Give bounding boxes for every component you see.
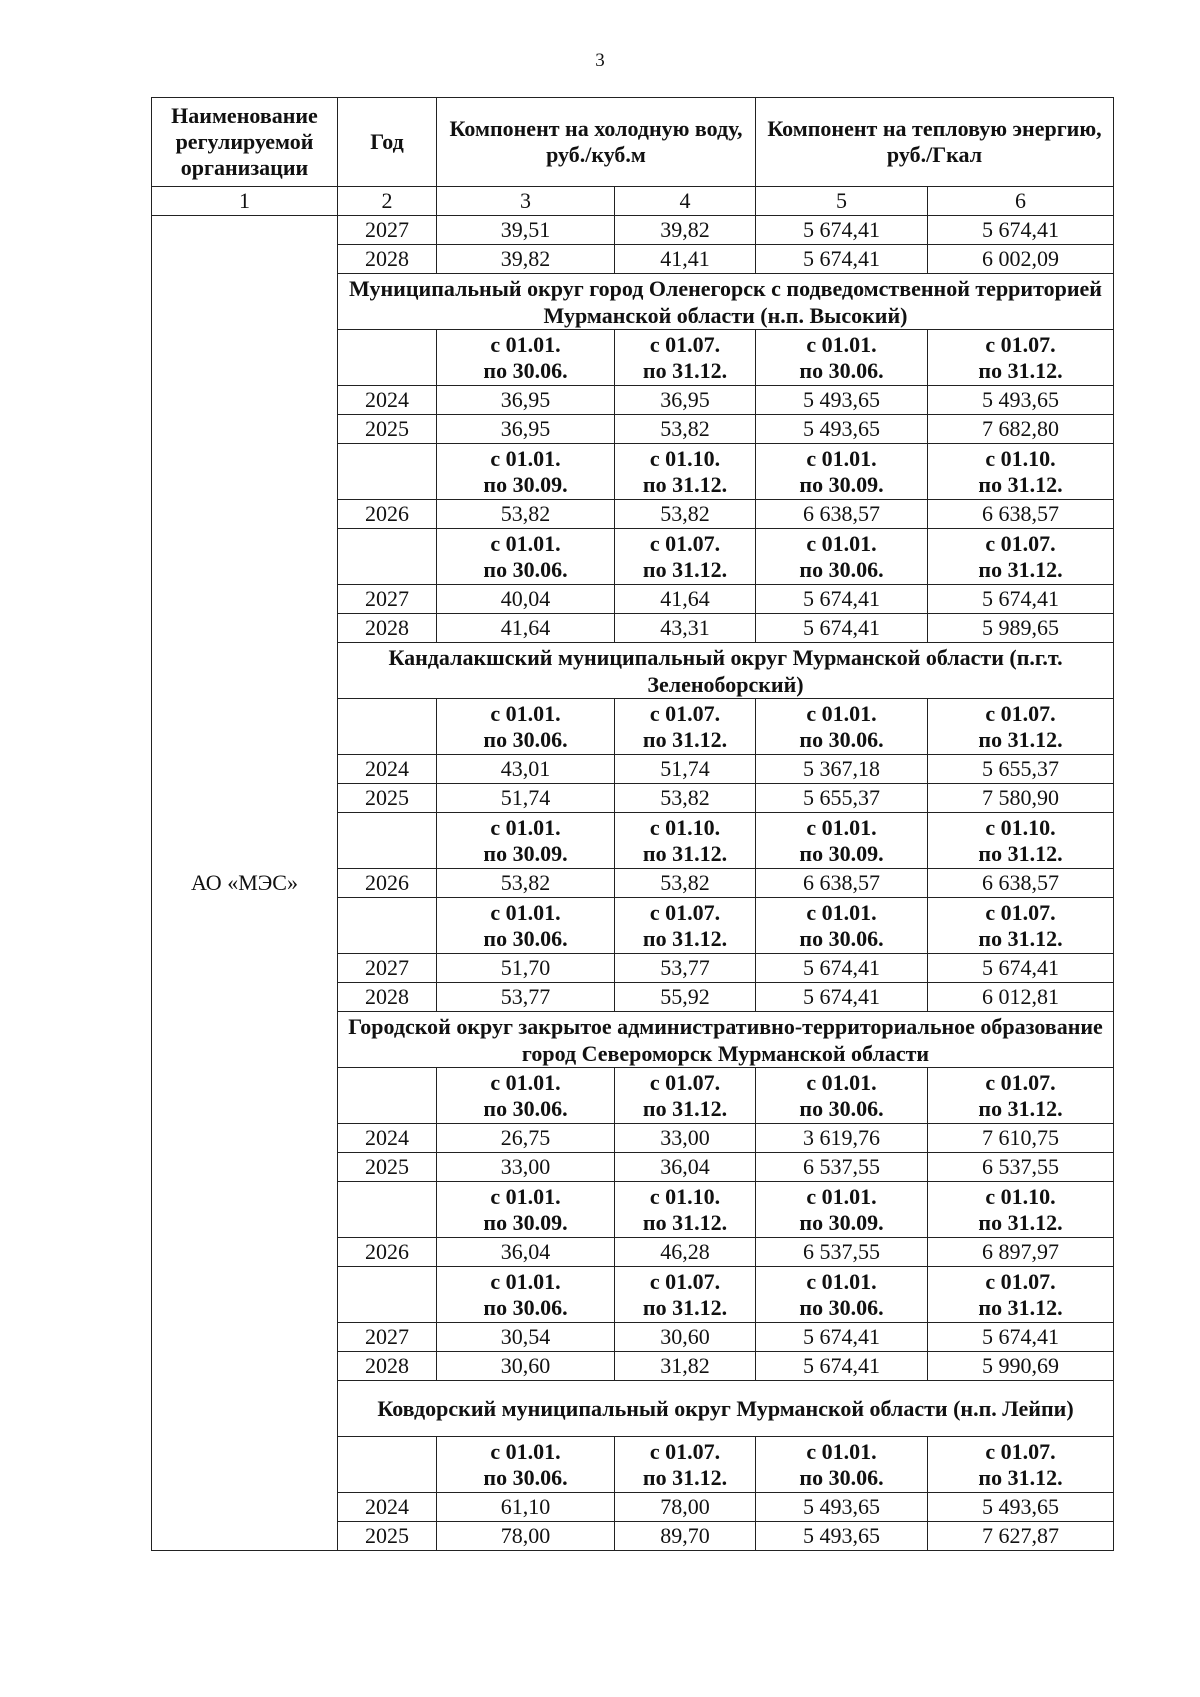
period-cell — [437, 529, 615, 585]
period-cell — [437, 330, 615, 386]
period-start: с 01.07. — [649, 700, 721, 726]
period-cell — [756, 699, 928, 755]
period-year-blank — [338, 699, 437, 755]
period-end: по 31.12. — [642, 1095, 728, 1121]
period-start: с 01.10. — [985, 814, 1056, 840]
tariff-cell: 5 674,41 — [928, 954, 1114, 983]
period-cell — [756, 444, 928, 500]
period-cell — [437, 1437, 615, 1493]
period-cell — [756, 1068, 928, 1124]
tariff-cell: 33,00 — [437, 1153, 615, 1182]
column-number: 3 — [437, 187, 615, 216]
period-cell — [756, 529, 928, 585]
tariff-cell: 41,64 — [615, 585, 756, 614]
period-end: по 31.12. — [978, 925, 1063, 951]
tariff-cell: 31,82 — [615, 1352, 756, 1381]
period-cell — [615, 813, 756, 869]
period-cell — [928, 529, 1114, 585]
period-end: по 31.12. — [642, 357, 728, 383]
period-start: с 01.01. — [806, 1268, 877, 1294]
tariff-cell: 5 674,41 — [756, 216, 928, 245]
tariff-cell: 39,82 — [615, 216, 756, 245]
period-end: по 31.12. — [978, 1294, 1063, 1320]
header-cold-water: Компонент на холодную воду, руб./куб.м — [437, 98, 756, 187]
period-end: по 30.06. — [483, 1095, 568, 1121]
column-number: 6 — [928, 187, 1114, 216]
tariff-cell: 78,00 — [615, 1493, 756, 1522]
period-end: по 30.06. — [483, 1294, 568, 1320]
tariff-cell: 5 674,41 — [756, 614, 928, 643]
tariff-cell: 5 674,41 — [928, 1323, 1114, 1352]
tariff-cell: 46,28 — [615, 1238, 756, 1267]
period-end: по 30.06. — [799, 556, 884, 582]
period-start: с 01.10. — [649, 445, 721, 471]
period-start: с 01.07. — [649, 331, 721, 357]
period-start: с 01.10. — [985, 445, 1056, 471]
period-end: по 31.12. — [642, 726, 728, 752]
year-cell: 2028 — [338, 1352, 437, 1381]
column-number: 4 — [615, 187, 756, 216]
period-end: по 30.09. — [799, 840, 884, 866]
tariff-cell: 40,04 — [437, 585, 615, 614]
column-number: 1 — [152, 187, 338, 216]
period-start: с 01.01. — [490, 814, 561, 840]
header-row — [152, 98, 1114, 187]
year-cell: 2027 — [338, 216, 437, 245]
tariff-cell: 53,77 — [615, 954, 756, 983]
tariff-cell: 5 655,37 — [928, 755, 1114, 784]
tariff-cell: 5 493,65 — [756, 386, 928, 415]
period-cell — [437, 444, 615, 500]
tariff-cell: 53,82 — [437, 500, 615, 529]
tariff-cell: 89,70 — [615, 1522, 756, 1551]
year-cell: 2027 — [338, 585, 437, 614]
tariff-cell: 5 493,65 — [756, 1522, 928, 1551]
tariff-cell: 6 897,97 — [928, 1238, 1114, 1267]
tariff-cell: 5 674,41 — [928, 585, 1114, 614]
period-start: с 01.07. — [985, 1268, 1056, 1294]
period-cell — [756, 898, 928, 954]
tariff-cell: 5 674,41 — [756, 1352, 928, 1381]
period-cell — [928, 330, 1114, 386]
period-start: с 01.01. — [806, 1438, 877, 1464]
tariff-cell: 3 619,76 — [756, 1124, 928, 1153]
period-start: с 01.01. — [806, 445, 877, 471]
tariff-cell: 33,00 — [615, 1124, 756, 1153]
year-cell: 2027 — [338, 1323, 437, 1352]
tariff-cell: 43,31 — [615, 614, 756, 643]
tariff-cell: 5 674,41 — [928, 216, 1114, 245]
table-row — [152, 216, 1114, 245]
period-start: с 01.01. — [806, 331, 877, 357]
period-end: по 31.12. — [642, 556, 728, 582]
period-cell — [756, 813, 928, 869]
period-start: с 01.07. — [985, 700, 1056, 726]
tariff-cell: 5 493,65 — [756, 1493, 928, 1522]
period-start: с 01.01. — [490, 700, 561, 726]
period-year-blank — [338, 330, 437, 386]
tariff-cell: 6 638,57 — [928, 500, 1114, 529]
period-end: по 30.09. — [483, 471, 568, 497]
tariff-cell: 36,95 — [437, 415, 615, 444]
tariff-cell: 5 674,41 — [756, 954, 928, 983]
tariff-cell: 5 655,37 — [756, 784, 928, 813]
period-cell — [928, 699, 1114, 755]
tariff-cell: 5 990,69 — [928, 1352, 1114, 1381]
period-cell — [756, 1437, 928, 1493]
period-end: по 30.06. — [799, 726, 884, 752]
year-cell: 2026 — [338, 1238, 437, 1267]
tariff-cell: 39,82 — [437, 245, 615, 274]
period-start: с 01.01. — [490, 1438, 561, 1464]
period-start: с 01.01. — [806, 899, 877, 925]
tariff-cell: 26,75 — [437, 1124, 615, 1153]
tariff-cell: 5 674,41 — [756, 1323, 928, 1352]
period-end: по 30.06. — [483, 1464, 568, 1490]
tariff-cell: 43,01 — [437, 755, 615, 784]
tariff-table — [151, 97, 1114, 1551]
period-cell — [615, 1182, 756, 1238]
municipality-heading: Кандалакшский муниципальный округ Мурманской области (п.г.т. Зеленоборский) — [338, 643, 1114, 699]
period-cell — [928, 898, 1114, 954]
period-end: по 31.12. — [642, 840, 728, 866]
tariff-cell: 6 638,57 — [756, 500, 928, 529]
period-cell — [928, 1437, 1114, 1493]
column-number: 2 — [338, 187, 437, 216]
period-cell — [928, 1267, 1114, 1323]
period-cell — [928, 1068, 1114, 1124]
period-end: по 30.06. — [799, 1464, 884, 1490]
period-end: по 31.12. — [642, 1294, 728, 1320]
period-cell — [756, 330, 928, 386]
column-numbers-row — [152, 187, 1114, 216]
period-end: по 30.06. — [799, 925, 884, 951]
period-start: с 01.01. — [806, 530, 877, 556]
tariff-cell: 5 493,65 — [928, 386, 1114, 415]
tariff-cell: 6 537,55 — [928, 1153, 1114, 1182]
period-end: по 30.09. — [483, 1209, 568, 1235]
year-cell: 2024 — [338, 755, 437, 784]
period-end: по 30.06. — [483, 357, 568, 383]
period-start: с 01.10. — [649, 1183, 721, 1209]
table-body — [152, 216, 1114, 1551]
tariff-cell: 6 537,55 — [756, 1153, 928, 1182]
period-cell — [615, 330, 756, 386]
period-start: с 01.10. — [649, 814, 721, 840]
period-cell — [928, 1182, 1114, 1238]
tariff-cell: 53,82 — [615, 784, 756, 813]
year-cell: 2025 — [338, 1153, 437, 1182]
period-end: по 30.06. — [483, 556, 568, 582]
tariff-cell: 6 012,81 — [928, 983, 1114, 1012]
period-end: по 31.12. — [978, 1095, 1063, 1121]
period-end: по 31.12. — [642, 471, 728, 497]
tariff-cell: 36,04 — [437, 1238, 615, 1267]
tariff-cell: 7 610,75 — [928, 1124, 1114, 1153]
period-cell — [437, 813, 615, 869]
tariff-cell: 36,95 — [437, 386, 615, 415]
period-cell — [615, 898, 756, 954]
tariff-cell: 5 989,65 — [928, 614, 1114, 643]
period-cell — [437, 1068, 615, 1124]
tariff-cell: 5 674,41 — [756, 585, 928, 614]
year-cell: 2026 — [338, 869, 437, 898]
period-start: с 01.01. — [490, 331, 561, 357]
period-start: с 01.01. — [806, 1069, 877, 1095]
page-number: 3 — [595, 50, 605, 71]
period-start: с 01.01. — [806, 700, 877, 726]
tariff-cell: 6 638,57 — [756, 869, 928, 898]
period-end: по 30.09. — [483, 840, 568, 866]
tariff-cell: 7 682,80 — [928, 415, 1114, 444]
period-end: по 30.06. — [799, 1294, 884, 1320]
period-cell — [437, 1182, 615, 1238]
period-start: с 01.01. — [490, 1268, 561, 1294]
tariff-cell: 7 580,90 — [928, 784, 1114, 813]
period-year-blank — [338, 813, 437, 869]
municipality-heading: Муниципальный округ город Оленегорск с подведомственной территорией Мурманской области (н.п. Высокий) — [338, 274, 1114, 330]
period-end: по 31.12. — [978, 471, 1063, 497]
period-cell — [615, 1267, 756, 1323]
tariff-cell: 6 537,55 — [756, 1238, 928, 1267]
period-end: по 31.12. — [978, 840, 1063, 866]
year-cell: 2024 — [338, 1124, 437, 1153]
year-cell: 2028 — [338, 245, 437, 274]
tariff-cell: 6 638,57 — [928, 869, 1114, 898]
period-cell — [437, 699, 615, 755]
period-cell — [437, 1267, 615, 1323]
period-end: по 30.06. — [483, 726, 568, 752]
tariff-cell: 30,60 — [615, 1323, 756, 1352]
period-cell — [615, 1068, 756, 1124]
period-end: по 31.12. — [978, 726, 1063, 752]
year-cell: 2024 — [338, 386, 437, 415]
period-start: с 01.07. — [985, 331, 1056, 357]
period-year-blank — [338, 444, 437, 500]
period-start: с 01.01. — [490, 899, 561, 925]
tariff-cell: 36,95 — [615, 386, 756, 415]
period-year-blank — [338, 1068, 437, 1124]
tariff-cell: 7 627,87 — [928, 1522, 1114, 1551]
period-cell — [756, 1267, 928, 1323]
municipality-heading: Ковдорский муниципальный округ Мурманской области (н.п. Лейпи) — [338, 1381, 1114, 1437]
period-end: по 31.12. — [978, 1209, 1063, 1235]
header-year: Год — [338, 98, 437, 187]
period-end: по 30.09. — [799, 1209, 884, 1235]
period-start: с 01.07. — [649, 1438, 721, 1464]
period-start: с 01.07. — [649, 1268, 721, 1294]
year-cell: 2025 — [338, 415, 437, 444]
year-cell: 2026 — [338, 500, 437, 529]
period-cell — [437, 898, 615, 954]
period-cell — [928, 813, 1114, 869]
period-year-blank — [338, 1182, 437, 1238]
tariff-cell: 5 674,41 — [756, 245, 928, 274]
tariff-cell: 30,60 — [437, 1352, 615, 1381]
tariff-cell: 53,82 — [437, 869, 615, 898]
tariff-cell: 5 493,65 — [756, 415, 928, 444]
period-end: по 30.06. — [799, 357, 884, 383]
period-year-blank — [338, 1267, 437, 1323]
year-cell: 2024 — [338, 1493, 437, 1522]
period-start: с 01.10. — [985, 1183, 1056, 1209]
period-start: с 01.07. — [649, 530, 721, 556]
header-org-name: Наименование регулируемой организации — [152, 98, 338, 187]
tariff-cell: 51,70 — [437, 954, 615, 983]
period-end: по 30.09. — [799, 471, 884, 497]
period-year-blank — [338, 1437, 437, 1493]
tariff-cell: 5 367,18 — [756, 755, 928, 784]
period-start: с 01.01. — [490, 1183, 561, 1209]
period-start: с 01.01. — [806, 814, 877, 840]
period-end: по 31.12. — [642, 925, 728, 951]
year-cell: 2028 — [338, 614, 437, 643]
period-cell — [615, 1437, 756, 1493]
tariff-cell: 39,51 — [437, 216, 615, 245]
tariff-cell: 36,04 — [615, 1153, 756, 1182]
column-number: 5 — [756, 187, 928, 216]
period-year-blank — [338, 898, 437, 954]
tariff-cell: 55,92 — [615, 983, 756, 1012]
tariff-cell: 53,82 — [615, 500, 756, 529]
period-start: с 01.07. — [985, 1069, 1056, 1095]
period-end: по 30.06. — [483, 925, 568, 951]
period-start: с 01.07. — [649, 1069, 721, 1095]
period-start: с 01.01. — [490, 445, 561, 471]
period-start: с 01.07. — [985, 899, 1056, 925]
tariff-cell: 41,41 — [615, 245, 756, 274]
tariff-cell: 51,74 — [437, 784, 615, 813]
period-end: по 31.12. — [642, 1209, 728, 1235]
period-year-blank — [338, 529, 437, 585]
period-end: по 31.12. — [978, 556, 1063, 582]
year-cell: 2028 — [338, 983, 437, 1012]
period-cell — [928, 444, 1114, 500]
period-start: с 01.01. — [806, 1183, 877, 1209]
period-start: с 01.01. — [490, 1069, 561, 1095]
organization-name: АО «МЭС» — [152, 216, 338, 1551]
period-end: по 31.12. — [642, 1464, 728, 1490]
municipality-heading: Городской округ закрытое административно-территориальное образование город Североморск Мурманской области — [338, 1012, 1114, 1068]
period-end: по 30.06. — [799, 1095, 884, 1121]
tariff-cell: 53,82 — [615, 869, 756, 898]
tariff-cell: 53,77 — [437, 983, 615, 1012]
header-heat: Компонент на тепловую энергию, руб./Гкал — [756, 98, 1114, 187]
period-cell — [615, 699, 756, 755]
tariff-cell: 30,54 — [437, 1323, 615, 1352]
period-cell — [615, 529, 756, 585]
tariff-cell: 41,64 — [437, 614, 615, 643]
tariff-cell: 51,74 — [615, 755, 756, 784]
tariff-cell: 5 493,65 — [928, 1493, 1114, 1522]
period-start: с 01.07. — [649, 899, 721, 925]
tariff-cell: 6 002,09 — [928, 245, 1114, 274]
period-start: с 01.07. — [985, 530, 1056, 556]
tariff-cell: 61,10 — [437, 1493, 615, 1522]
period-end: по 31.12. — [978, 1464, 1063, 1490]
tariff-cell: 78,00 — [437, 1522, 615, 1551]
period-start: с 01.07. — [985, 1438, 1056, 1464]
tariff-cell: 53,82 — [615, 415, 756, 444]
year-cell: 2025 — [338, 1522, 437, 1551]
period-cell — [756, 1182, 928, 1238]
period-cell — [615, 444, 756, 500]
year-cell: 2025 — [338, 784, 437, 813]
period-end: по 31.12. — [978, 357, 1063, 383]
year-cell: 2027 — [338, 954, 437, 983]
period-start: с 01.01. — [490, 530, 561, 556]
tariff-cell: 5 674,41 — [756, 983, 928, 1012]
